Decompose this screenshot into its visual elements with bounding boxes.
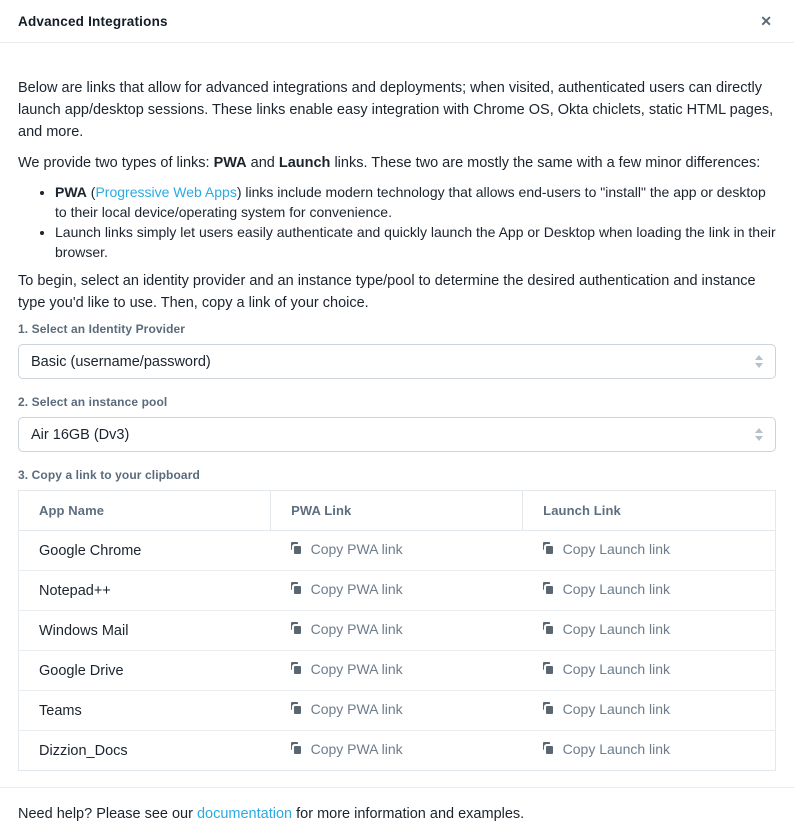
copy-icon (291, 542, 304, 556)
copy-launch-link-button[interactable] (543, 621, 670, 637)
table-row (19, 731, 776, 771)
table-row (19, 571, 776, 611)
copy-icon (543, 582, 556, 596)
copy-icon (291, 622, 304, 636)
p2-mid: and (246, 155, 279, 171)
bullet1-post: ) links include modern technology that allows end-users to "install" the app or desktop to their local device/operating system for convenience. (55, 184, 766, 220)
copy-pwa-link-button[interactable] (291, 661, 403, 677)
app-name: Notepad++ (19, 571, 271, 611)
copy-link-label: 3. Copy a link to your clipboard (18, 468, 200, 482)
app-name: Teams (19, 691, 271, 731)
identity-provider-value: Basic (username/password) (31, 353, 211, 370)
app-name: Google Drive (19, 651, 271, 691)
modal-title: Advanced Integrations (18, 13, 168, 29)
copy-icon (543, 622, 556, 636)
copy-pwa-link-label: Copy PWA link (310, 741, 403, 757)
copy-icon (543, 742, 556, 756)
copy-pwa-link-button[interactable] (291, 621, 403, 637)
intro-paragraph-3: To begin, select an identity provider and an instance type/pool to determine the desired authentication and instance type you'd like to use. Then, copy a link of your choice. (18, 273, 756, 311)
modal-header (0, 0, 794, 43)
intro-paragraph-2 (18, 152, 776, 174)
p2-suffix: links. These two are mostly the same with a few minor differences: (330, 155, 761, 171)
p2-prefix: We provide two types of links: (18, 155, 214, 171)
copy-launch-link-label: Copy Launch link (562, 621, 671, 637)
table-row (19, 611, 776, 651)
documentation-link[interactable]: documentation (196, 806, 293, 822)
copy-icon (291, 742, 304, 756)
identity-provider-label: 1. Select an Identity Provider (18, 322, 186, 336)
table-row (19, 651, 776, 691)
instance-pool-value: Air 16GB (Dv3) (31, 426, 130, 443)
copy-icon (291, 662, 304, 676)
app-table-body (19, 531, 776, 771)
copy-pwa-link-button[interactable] (291, 701, 403, 717)
identity-provider-select[interactable] (18, 344, 776, 379)
table-row (19, 691, 776, 731)
copy-launch-link-button[interactable] (543, 661, 670, 677)
app-name: Dizzion_Docs (39, 742, 128, 759)
p2-launch-bold: Launch (278, 155, 331, 171)
pwa-bullet (55, 183, 776, 222)
copy-pwa-link-button[interactable] (291, 541, 403, 557)
copy-icon (543, 542, 556, 556)
modal-body (0, 43, 794, 771)
close-icon[interactable]: ✕ (760, 13, 772, 29)
app-name-header: App Name (19, 491, 271, 531)
copy-launch-link-label: Copy Launch link (562, 541, 671, 557)
copy-icon (291, 702, 304, 716)
app-name: Google Chrome (19, 531, 271, 571)
progressive-web-apps-link[interactable]: Progressive Web Apps (95, 184, 237, 200)
copy-launch-link-button[interactable] (543, 541, 670, 557)
footer-pre: Need help? Please see our (18, 806, 197, 822)
launch-bullet: • Launch links simply let users easily authenticate and quickly launch the App or Desktop when loading the link in their browser. (55, 223, 776, 262)
copy-pwa-link-label: Copy PWA link (310, 581, 403, 597)
copy-pwa-link-label: Copy PWA link (310, 541, 403, 557)
copy-pwa-link-button[interactable] (291, 581, 403, 597)
copy-icon (543, 702, 556, 716)
pwa-link-header: PWA Link (271, 491, 523, 531)
copy-launch-link-button[interactable] (543, 741, 670, 757)
copy-launch-link-button[interactable] (543, 701, 670, 717)
copy-launch-link-label: Copy Launch link (562, 581, 671, 597)
app-name: Windows Mail (19, 611, 271, 651)
copy-launch-link-label: Copy Launch link (562, 741, 671, 757)
copy-launch-link-label: Copy Launch link (562, 661, 671, 677)
intro-paragraph-1: Below are links that allow for advanced integrations and deployments; when visited, authenticated users can directly launch app/desktop sessions. These links enable easy integration with Chrome OS, Okta chiclets, static HTML pages, and more. (18, 80, 774, 140)
copy-pwa-link-label: Copy PWA link (310, 661, 403, 677)
instance-pool-label: 2. Select an instance pool (18, 395, 168, 409)
copy-icon (291, 582, 304, 596)
copy-launch-link-button[interactable] (543, 581, 670, 597)
p2-pwa-bold: PWA (213, 155, 247, 171)
select-stepper-icon (755, 428, 763, 441)
app-table-head (19, 491, 776, 531)
copy-pwa-link-label: Copy PWA link (310, 621, 403, 637)
link-types-list (18, 183, 776, 262)
bullet1-pwa-bold: PWA (55, 184, 87, 200)
footer-post: for more information and examples. (292, 806, 525, 822)
copy-pwa-link-button[interactable] (291, 741, 403, 757)
select-stepper-icon (755, 355, 763, 368)
instance-pool-select[interactable] (18, 417, 776, 452)
launch-link-header: Launch Link (523, 491, 776, 531)
copy-icon (543, 662, 556, 676)
copy-pwa-link-label: Copy PWA link (310, 701, 403, 717)
modal-footer (0, 787, 794, 825)
copy-launch-link-label: Copy Launch link (562, 701, 671, 717)
bullet1-pre: ( (86, 184, 96, 200)
app-links-table (18, 490, 776, 771)
table-row (19, 531, 776, 571)
